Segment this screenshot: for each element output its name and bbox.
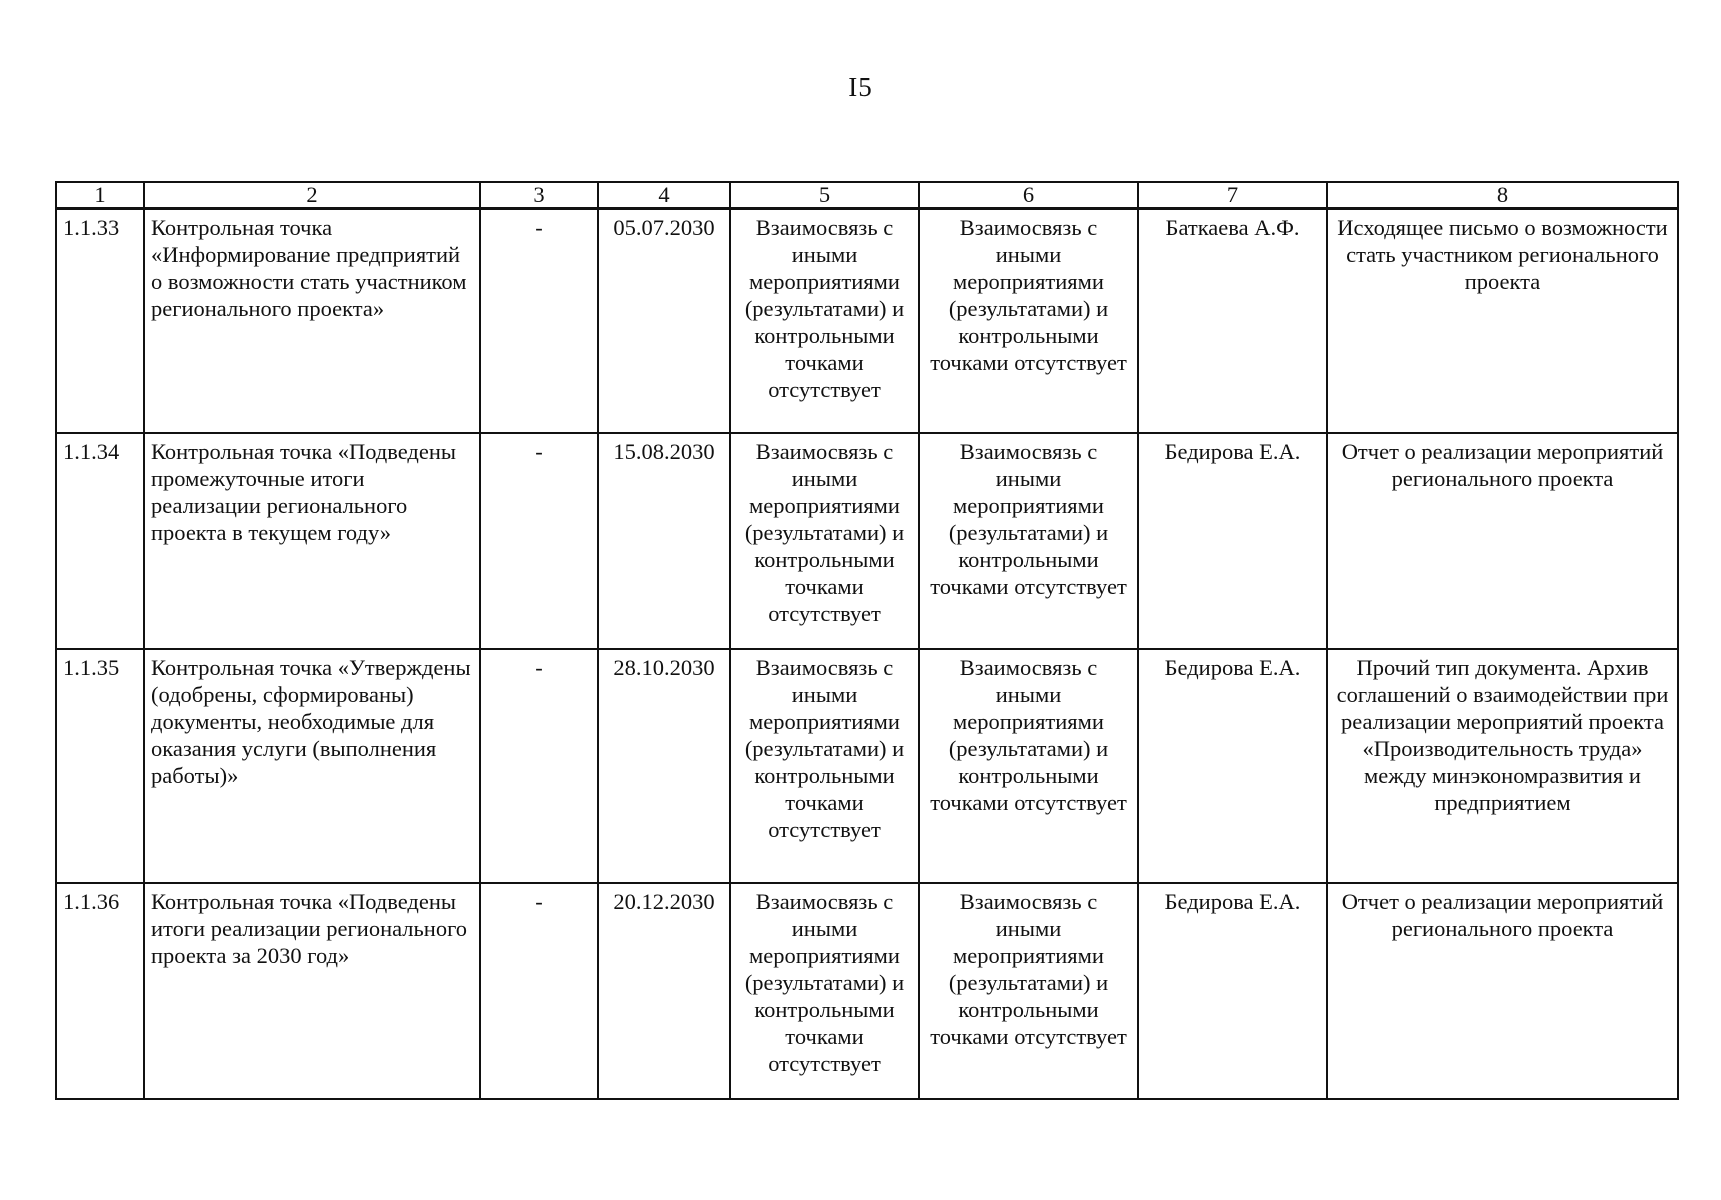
table-row [56,649,1678,883]
due-date: 20.12.2030 [598,883,730,1099]
control-point-name: Контрольная точка «Подведены промежуточные итоги реализации регионального проекта в текущем году» [144,433,480,649]
control-point-name: Контрольная точка «Информирование предприятий о возможности стать участником регионального проекта» [144,209,480,434]
responsible-person: Бедирова Е.А. [1138,433,1327,649]
base-value: - [480,209,598,434]
base-value: - [480,649,598,883]
column-header: 4 [598,182,730,209]
table-row [56,433,1678,649]
control-point-name: Контрольная точка «Подведены итоги реализации регионального проекта за 2030 год» [144,883,480,1099]
predecessors: Взаимосвязь с иными мероприятиями (результатами) и контрольными точками отсутствует [730,649,919,883]
due-date: 15.08.2030 [598,433,730,649]
responsible-person: Бедирова Е.А. [1138,883,1327,1099]
successors: Взаимосвязь с иными мероприятиями (результатами) и контрольными точками отсутствует [919,649,1138,883]
item-number: 1.1.34 [56,433,144,649]
successors: Взаимосвязь с иными мероприятиями (результатами) и контрольными точками отсутствует [919,209,1138,434]
column-header: 6 [919,182,1138,209]
control-points-table [55,181,1679,1100]
document-type: Отчет о реализации мероприятий регионального проекта [1327,433,1678,649]
base-value: - [480,433,598,649]
table-row [56,883,1678,1099]
successors: Взаимосвязь с иными мероприятиями (результатами) и контрольными точками отсутствует [919,433,1138,649]
column-header: 1 [56,182,144,209]
responsible-person: Бедирова Е.А. [1138,649,1327,883]
due-date: 28.10.2030 [598,649,730,883]
document-type: Прочий тип документа. Архив соглашений о взаимодействии при реализации мероприятий проекта «Производительность труда» между минэкономразвития и предприятием [1327,649,1678,883]
successors: Взаимосвязь с иными мероприятиями (результатами) и контрольными точками отсутствует [919,883,1138,1099]
document-type: Исходящее письмо о возможности стать участником регионального проекта [1327,209,1678,434]
table-row [56,209,1678,434]
column-numbers-row [56,182,1678,209]
predecessors: Взаимосвязь с иными мероприятиями (результатами) и контрольными точками отсутствует [730,209,919,434]
document-type: Отчет о реализации мероприятий регионального проекта [1327,883,1678,1099]
predecessors: Взаимосвязь с иными мероприятиями (результатами) и контрольными точками отсутствует [730,883,919,1099]
column-header: 3 [480,182,598,209]
responsible-person: Баткаева А.Ф. [1138,209,1327,434]
page-number: I5 [848,72,873,102]
column-header: 7 [1138,182,1327,209]
column-header: 5 [730,182,919,209]
column-header: 2 [144,182,480,209]
base-value: - [480,883,598,1099]
due-date: 05.07.2030 [598,209,730,434]
control-point-name: Контрольная точка «Утверждены (одобрены, сформированы) документы, необходимые для оказания услуги (выполнения работы)» [144,649,480,883]
column-header: 8 [1327,182,1678,209]
item-number: 1.1.33 [56,209,144,434]
item-number: 1.1.35 [56,649,144,883]
predecessors: Взаимосвязь с иными мероприятиями (результатами) и контрольными точками отсутствует [730,433,919,649]
item-number: 1.1.36 [56,883,144,1099]
